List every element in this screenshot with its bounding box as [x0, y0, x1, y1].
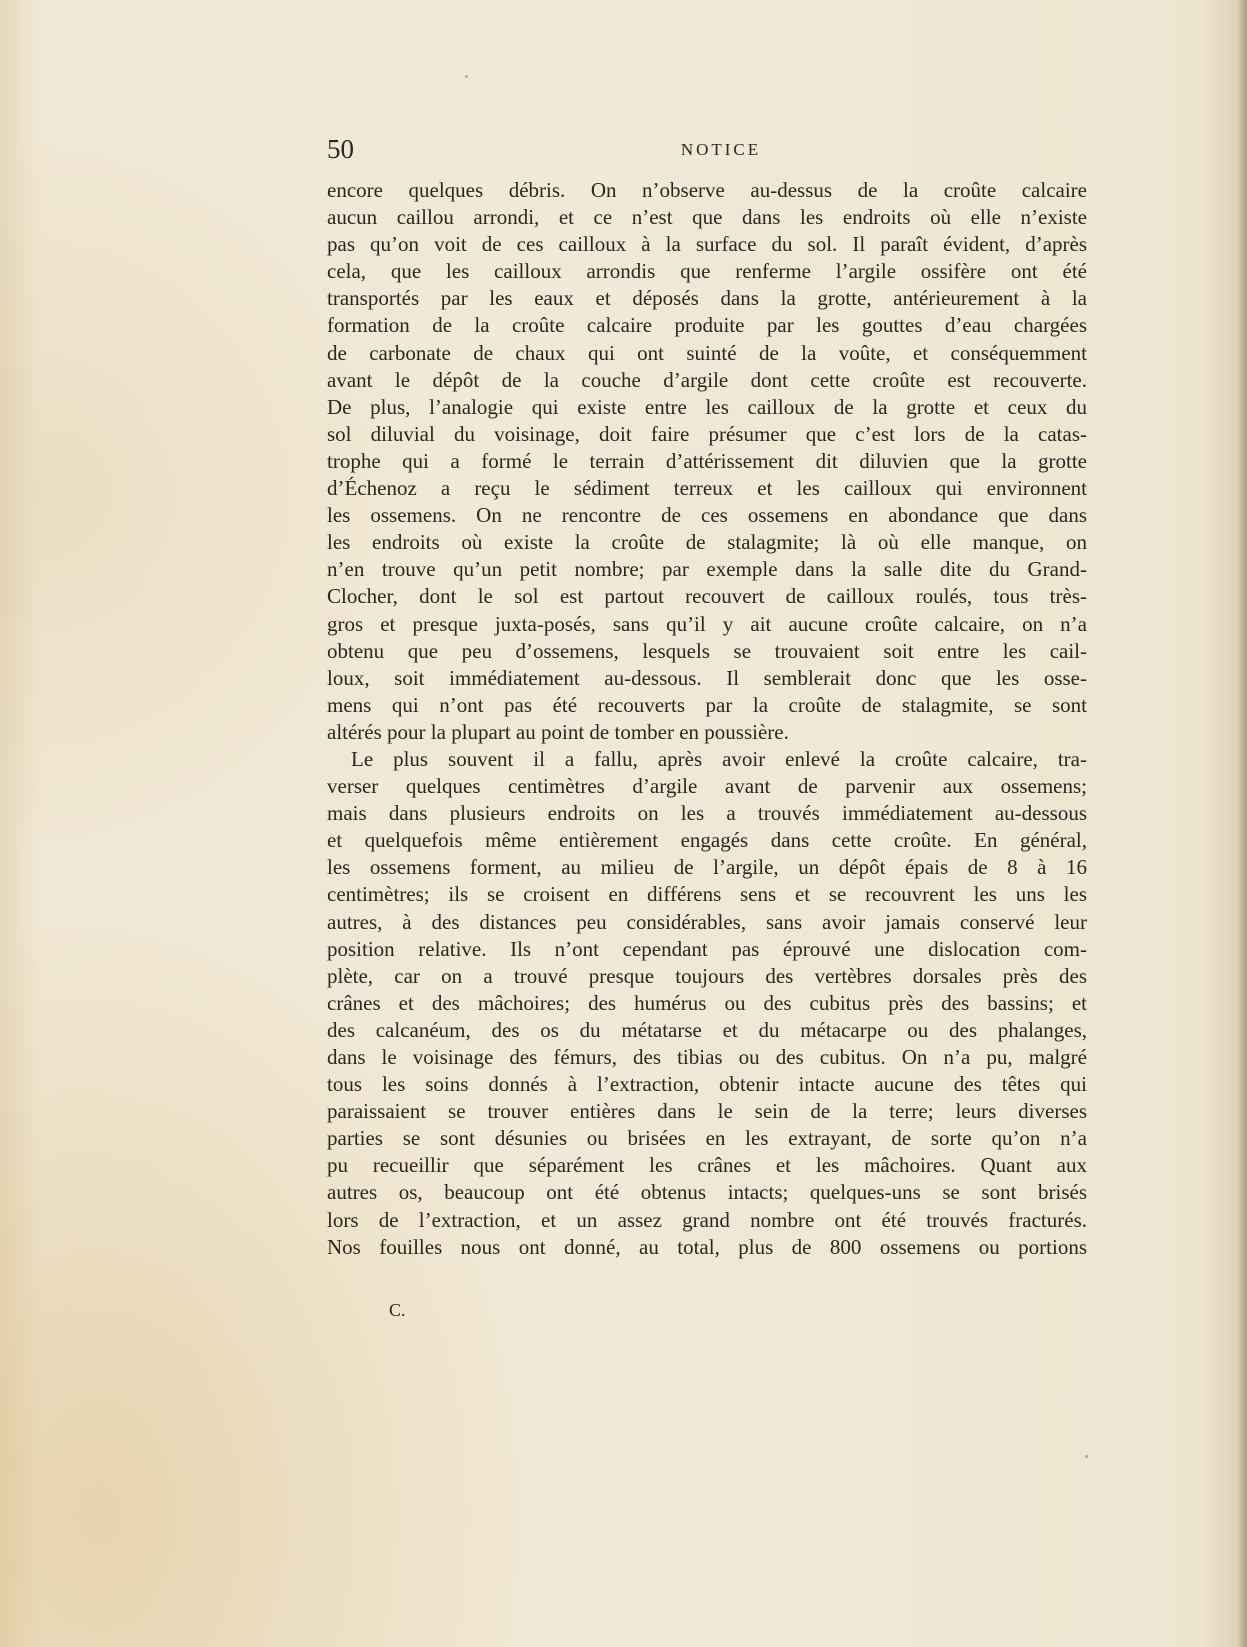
- text-line: sol diluvial du voisinage, doit faire présumer que c’est lors de la catas-: [327, 421, 1087, 446]
- text-line: trophe qui a formé le terrain d’attérissement dit diluvien que la grotte: [327, 448, 1087, 473]
- text-line: plète, car on a trouvé presque toujours des vertèbres dorsales près des: [327, 963, 1087, 988]
- text-line: Clocher, dont le sol est partout recouvert de cailloux roulés, tous très-: [327, 584, 1087, 609]
- text-line: cela, que les cailloux arrondis que renferme l’argile ossifère ont été: [327, 259, 1087, 284]
- text-line: autres os, beaucoup ont été obtenus intacts; quelques-uns se sont brisés: [327, 1180, 1087, 1205]
- paper-speck: [465, 75, 468, 78]
- text-line: n’en trouve qu’un petit nombre; par exemple dans la salle dite du Grand-: [327, 557, 1087, 582]
- text-line: aucun caillou arrondi, et ce n’est que dans les endroits où elle n’existe: [327, 205, 1087, 230]
- text-line: position relative. Ils n’ont cependant pas éprouvé une dislocation com-: [327, 936, 1087, 961]
- paper-speck: [1085, 1455, 1088, 1458]
- text-line: loux, soit immédiatement au-dessous. Il semblerait donc que les osse-: [327, 665, 1087, 690]
- body-text: [327, 177, 1087, 1261]
- text-line: transportés par les eaux et déposés dans la grotte, antérieurement à la: [327, 286, 1087, 311]
- text-line: mais dans plusieurs endroits on les a trouvés immédiatement au-dessous: [327, 801, 1087, 826]
- text-line: centimètres; ils se croisent en différens sens et se recouvrent les uns les: [327, 882, 1087, 907]
- text-line: avant le dépôt de la couche d’argile dont cette croûte est recouverte.: [327, 367, 1087, 392]
- text-line: De plus, l’analogie qui existe entre les cailloux de la grotte et ceux du: [327, 394, 1087, 419]
- text-line: pas qu’on voit de ces cailloux à la surface du sol. Il paraît évident, d’après: [327, 232, 1087, 257]
- text-line: Le plus souvent il a fallu, après avoir enlevé la croûte calcaire, tra-: [351, 746, 1087, 771]
- text-line: les ossemens forment, au milieu de l’argile, un dépôt épais de 8 à 16: [327, 855, 1087, 880]
- text-line: de carbonate de chaux qui ont suinté de la voûte, et conséquemment: [327, 340, 1087, 365]
- text-line: parties se sont désunies ou brisées en les extrayant, de sorte qu’on n’a: [327, 1126, 1087, 1151]
- text-line: obtenu que peu d’ossemens, lesquels se trouvaient soit entre les cail-: [327, 638, 1087, 663]
- page-edge-shadow: [1237, 0, 1247, 1647]
- text-line: et quelquefois même entièrement engagés dans cette croûte. En général,: [327, 828, 1087, 853]
- text-line: mens qui n’ont pas été recouverts par la croûte de stalagmite, se sont: [327, 692, 1087, 717]
- running-head: NOTICE: [680, 140, 762, 159]
- text-line: paraissaient se trouver entières dans le sein de la terre; leurs diverses: [327, 1099, 1087, 1124]
- text-line: dans le voisinage des fémurs, des tibias ou des cubitus. On n’a pu, malgré: [327, 1045, 1087, 1069]
- text-line: verser quelques centimètres d’argile avant de parvenir aux ossemens;: [327, 774, 1087, 799]
- text-line: des calcanéum, des os du métatarse et du métacarpe ou des phalanges,: [327, 1017, 1087, 1042]
- text-line: lors de l’extraction, et un assez grand nombre ont été trouvés fracturés.: [327, 1207, 1087, 1232]
- text-line: encore quelques débris. On n’observe au-dessus de la croûte calcaire: [327, 178, 1087, 202]
- signature-mark: C.: [389, 1300, 406, 1320]
- text-line: formation de la croûte calcaire produite par les gouttes d’eau chargées: [327, 313, 1087, 338]
- text-line: les ossemens. On ne rencontre de ces ossemens en abondance que dans: [327, 503, 1087, 528]
- text-line: tous les soins donnés à l’extraction, obtenir intacte aucune des têtes qui: [327, 1072, 1087, 1097]
- text-line: pu recueillir que séparément les crânes et les mâchoires. Quant aux: [327, 1153, 1087, 1178]
- text-line: gros et presque juxta-posés, sans qu’il y ait aucune croûte calcaire, on n’a: [327, 611, 1087, 636]
- page-number: 50: [327, 134, 354, 164]
- text-line: les endroits où existe la croûte de stalagmite; là où elle manque, on: [327, 530, 1087, 555]
- text-line: crânes et des mâchoires; des humérus ou des cubitus près des bassins; et: [327, 990, 1087, 1015]
- text-line: autres, à des distances peu considérables, sans avoir jamais conservé leur: [327, 909, 1087, 934]
- text-line: altérés pour la plupart au point de tomber en poussière.: [327, 719, 789, 744]
- page-header: [327, 134, 1087, 164]
- text-line: Nos fouilles nous ont donné, au total, plus de 800 ossemens ou portions: [327, 1234, 1087, 1259]
- text-line: d’Échenoz a reçu le sédiment terreux et les cailloux qui environnent: [327, 476, 1087, 501]
